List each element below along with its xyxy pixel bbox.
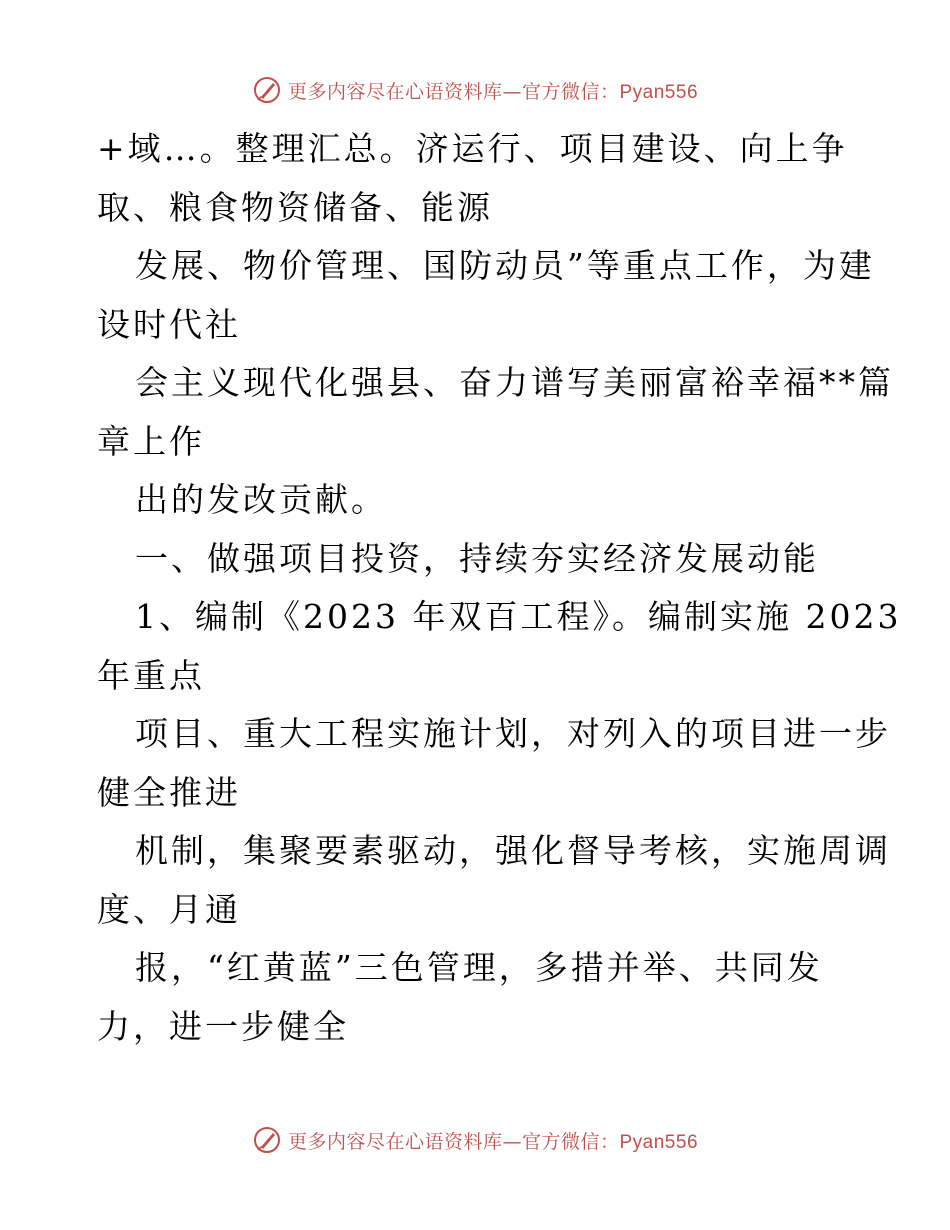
text-line: 力，进一步健全 (97, 1006, 349, 1046)
text-line: 年重点 (97, 655, 205, 695)
text-line: 项目、重大工程实施计划，对列入的项目进一步 (135, 714, 891, 753)
watermark-label: 更多内容尽在心语资料库—官方微信： (287, 1130, 620, 1153)
text-line: 一、做强项目投资，持续夯实经济发展动能 (135, 538, 819, 578)
text-line: 设时代社 (97, 304, 241, 344)
text-line: 章上作 (97, 421, 205, 461)
text-line: 健全推进 (97, 772, 241, 812)
text-line: +域…。整理汇总。济运行、项目建设、向上争 (97, 129, 848, 168)
text-line: 出的发改贡献。 (135, 480, 387, 519)
footer-watermark (0, 1120, 950, 1160)
watermark-id: Pyan556 (619, 1131, 699, 1153)
watermark-label: 更多内容尽在心语资料库—官方微信： (287, 80, 620, 103)
text-line: 报，“红黄蓝”三色管理，多措并举、共同发 (135, 948, 823, 987)
text-line: 发展、物价管理、国防动员”等重点工作，为建 (135, 246, 875, 285)
quill-logo-icon (252, 75, 282, 105)
quill-logo-icon (252, 1125, 282, 1155)
watermark-id: Pyan556 (619, 81, 699, 103)
header-watermark (0, 70, 950, 110)
watermark-text (288, 77, 698, 104)
text-line: 会主义现代化强县、奋力谱写美丽富裕幸福**篇 (135, 363, 894, 402)
text-line: 度、月通 (97, 889, 241, 929)
text-line: 取、粮食物资储备、能源 (97, 187, 493, 227)
document-body (97, 120, 902, 1056)
text-line: 1、编制《2023 年双百工程》。编制实施 2023 (135, 597, 902, 636)
text-line: 机制，集聚要素驱动，强化督导考核，实施周调 (135, 831, 891, 870)
watermark-text (288, 1127, 698, 1154)
